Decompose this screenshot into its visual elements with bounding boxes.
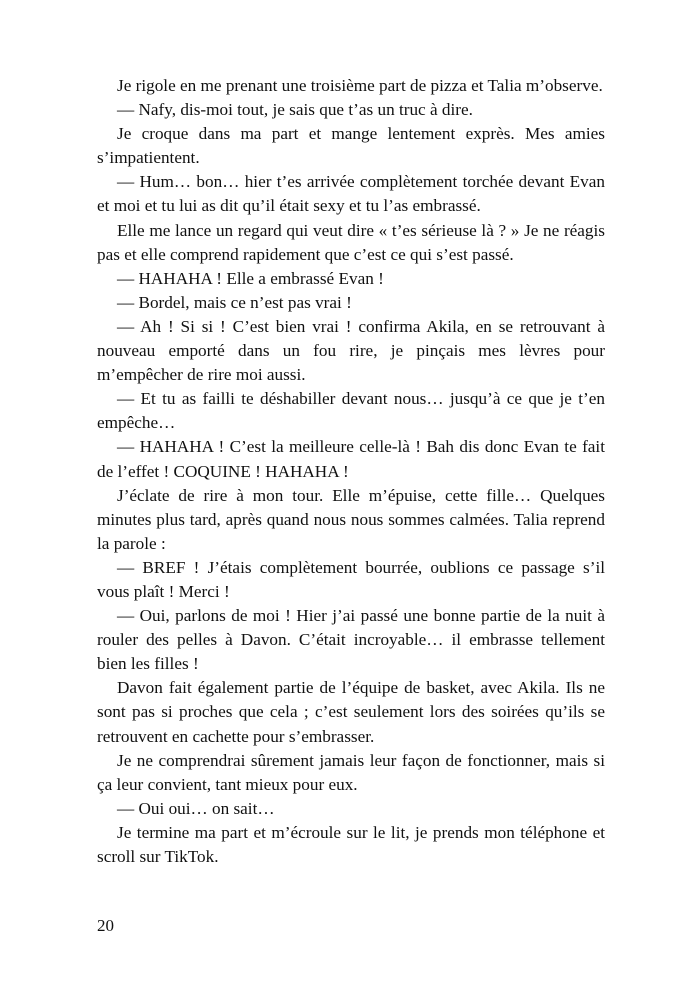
paragraph: Davon fait également partie de l’équipe de basket, avec Akila. Ils ne sont pas si proches que cela ; c’est seulement lors des soirées qu’ils se retrouvent en cachette pour s’embrasser.: [97, 678, 605, 746]
paragraph: Elle me lance un regard qui veut dire « t’es sérieuse là ? » Je ne réagis pas et elle comprend rapidement que c’est ce qui s’est passé.: [97, 220, 605, 264]
paragraph: — Ah ! Si si ! C’est bien vrai ! confirma Akila, en se retrouvant à nouveau emporté dans un fou rire, je pinçais mes lèvres pour m’empêcher de rire moi aussi.: [97, 316, 605, 385]
paragraph: Je croque dans ma part et mange lentement exprès. Mes amies s’impatientent.: [97, 124, 605, 168]
paragraph: — HAHAHA ! Elle a embrassé Evan !: [117, 268, 384, 288]
page-number: 20: [97, 916, 114, 935]
page-text: [97, 74, 605, 869]
paragraph: — BREF ! J’étais complètement bourrée, oublions ce passage s’il vous plaît ! Merci !: [97, 557, 605, 601]
paragraph: Je ne comprendrai sûrement jamais leur façon de fonctionner, mais si ça leur convient, tant mieux pour eux.: [97, 750, 605, 794]
paragraph: — Hum… bon… hier t’es arrivée complètement torchée devant Evan et moi et tu lui as dit qu’il était sexy et tu l’as embrassé.: [97, 172, 605, 216]
paragraph: J’éclate de rire à mon tour. Elle m’épuise, cette fille… Quelques minutes plus tard, après quand nous nous sommes calmées. Talia reprend la parole :: [97, 485, 605, 553]
paragraph: — Nafy, dis-moi tout, je sais que t’as un truc à dire.: [117, 100, 473, 120]
paragraph: — Oui oui… on sait…: [117, 798, 275, 818]
paragraph: — Bordel, mais ce n’est pas vrai !: [117, 292, 352, 312]
paragraph: — Et tu as failli te déshabiller devant nous… jusqu’à ce que je t’en empêche…: [97, 389, 605, 433]
paragraph: Je termine ma part et m’écroule sur le lit, je prends mon téléphone et scroll sur TikTok.: [97, 822, 605, 866]
paragraph: — HAHAHA ! C’est la meilleure celle-là ! Bah dis donc Evan te fait de l’effet ! COQUINE ! HAHAHA !: [97, 437, 605, 481]
paragraph: — Oui, parlons de moi ! Hier j’ai passé une bonne partie de la nuit à rouler des pelles à Davon. C’était incroyable… il embrasse tellement bien les filles !: [97, 606, 605, 674]
paragraph: Je rigole en me prenant une troisième part de pizza et Talia m’observe.: [117, 76, 603, 95]
